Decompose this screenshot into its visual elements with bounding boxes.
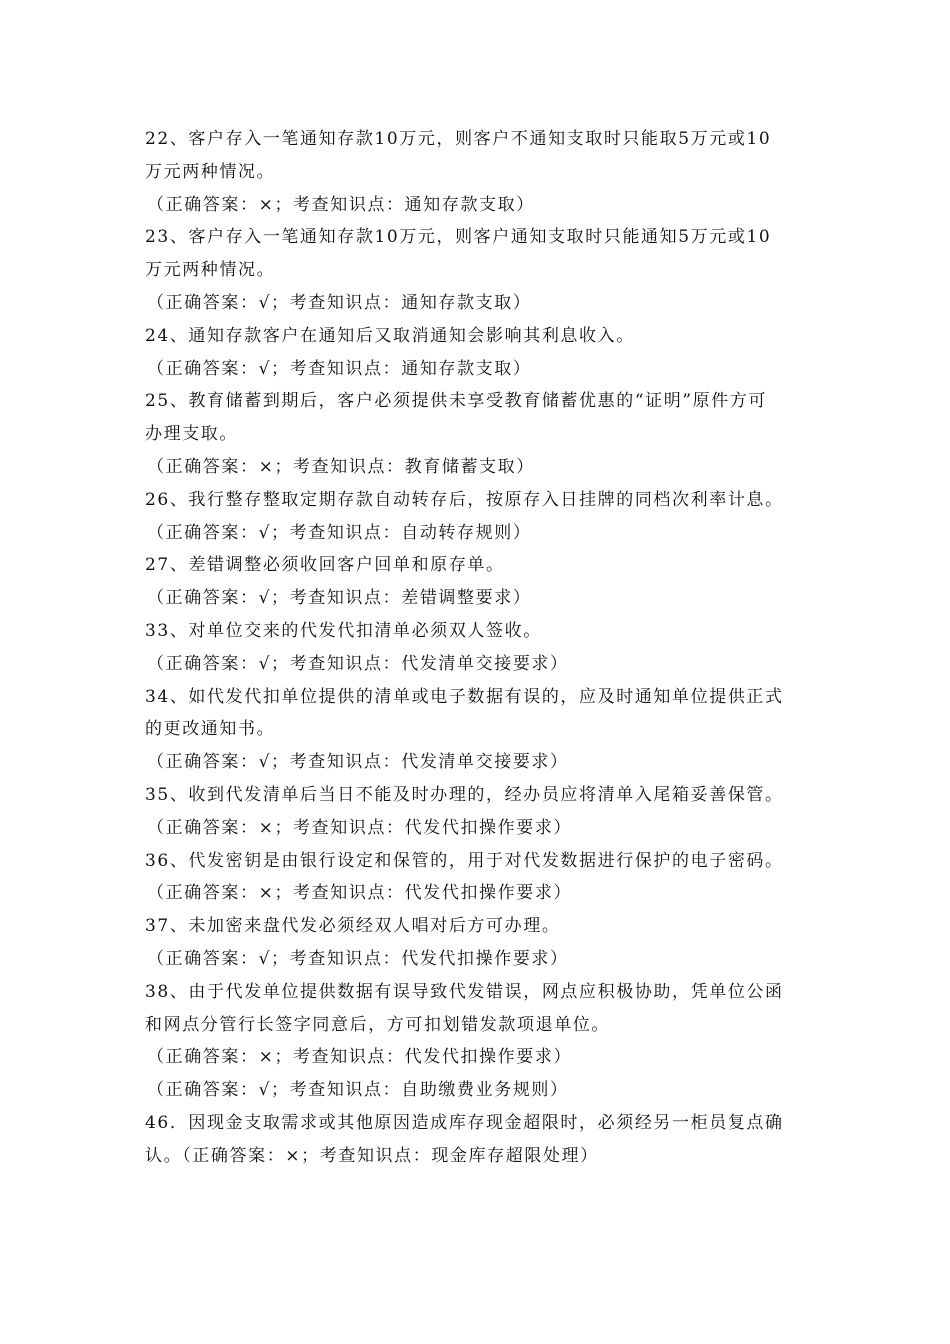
question-line: 22、客户存入一笔通知存款10万元，则客户不通知支取时只能取5万元或10 [145, 129, 772, 149]
question-line: 33、对单位交来的代发代扣清单必须双人签收。 [145, 620, 542, 641]
answer-line: （正确答案：√；考查知识点：差错调整要求） [147, 588, 532, 609]
question-line: 23、客户存入一笔通知存款10万元，则客户通知支取时只能通知5万元或10 [145, 227, 772, 248]
question-line: 26、我行整存整取定期存款自动转存后，按原存入日挂牌的同档次利率计息。 [145, 489, 784, 510]
answer-line: （正确答案：√；考查知识点：代发清单交接要求） [147, 653, 569, 674]
answer-line: （正确答案：×；考查知识点：教育储蓄支取） [147, 456, 535, 477]
answer-line: （正确答案：√；考查知识点：自助缴费业务规则） [147, 1080, 569, 1101]
question-line: 35、收到代发清单后当日不能及时办理的，经办员应将清单入尾箱妥善保管。 [145, 784, 784, 805]
question-line: 27、差错调整必须收回客户回单和原存单。 [145, 555, 505, 576]
answer-line: （正确答案：×；考查知识点：代发代扣操作要求） [147, 1047, 573, 1068]
question-line: 万元两种情况。 [145, 161, 276, 182]
answer-line: （正确答案：×；考查知识点：代发代扣操作要求） [147, 817, 573, 838]
question-line: 46．因现金支取需求或其他原因造成库存现金超限时，必须经另一柜员复点确 [145, 1112, 784, 1133]
answer-line: （正确答案：√；考查知识点：自动转存规则） [147, 522, 532, 543]
question-line: 37、未加密来盘代发必须经双人唱对后方可办理。 [145, 916, 561, 937]
answer-line: （正确答案：√；考查知识点：通知存款支取） [147, 292, 532, 313]
answer-line: （正确答案：√；考查知识点：代发代扣操作要求） [147, 948, 569, 969]
answer-line: （正确答案：×；考查知识点：通知存款支取） [147, 194, 535, 215]
question-line: 的更改通知书。 [145, 719, 276, 740]
question-line: 36、代发密钥是由银行设定和保管的，用于对代发数据进行保护的电子密码。 [145, 850, 784, 871]
question-line: 和网点分管行长签字同意后，方可扣划错发款项退单位。 [145, 1014, 610, 1035]
question-line: 万元两种情况。 [145, 260, 276, 281]
answer-line: （正确答案：√；考查知识点：通知存款支取） [147, 358, 532, 379]
question-line: 38、由于代发单位提供数据有误导致代发错误，网点应积极协助，凭单位公函 [145, 981, 784, 1002]
question-line: 办理支取。 [145, 424, 238, 445]
answer-line: （正确答案：×；考查知识点：代发代扣操作要求） [147, 883, 573, 904]
question-line: 34、如代发代扣单位提供的清单或电子数据有误的，应及时通知单位提供正式 [145, 686, 784, 707]
question-line: 25、教育储蓄到期后，客户必须提供未享受教育储蓄优惠的“证明”原件方可 [145, 391, 768, 412]
question-line: 认。（正确答案：×；考查知识点：现金库存超限处理） [145, 1145, 599, 1166]
question-list [145, 123, 813, 1173]
question-line: 24、通知存款客户在通知后又取消通知会影响其利息收入。 [145, 325, 635, 346]
answer-line: （正确答案：√；考查知识点：代发清单交接要求） [147, 752, 569, 773]
